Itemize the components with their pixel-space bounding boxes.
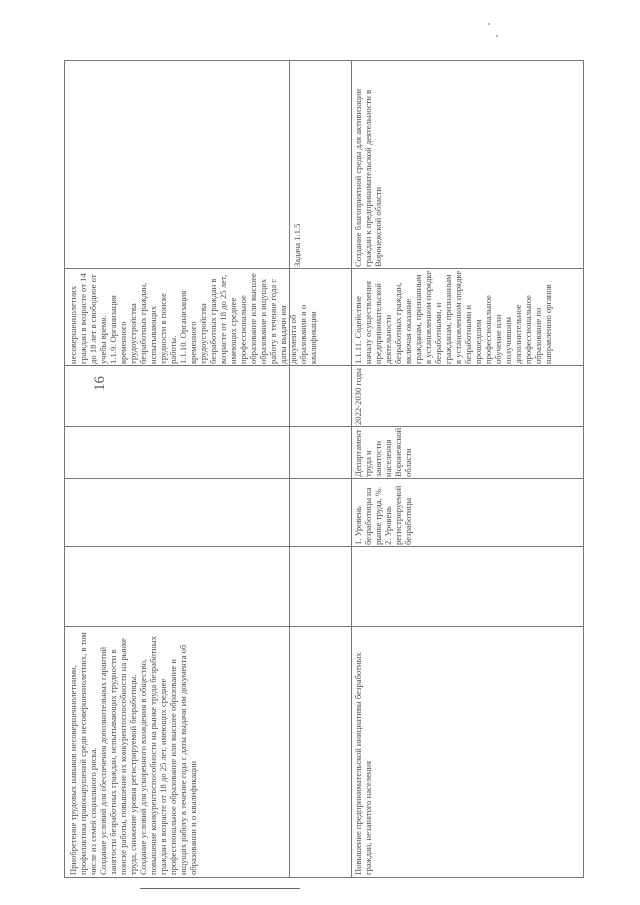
page-number: 16 (92, 376, 108, 391)
column-divider (64, 426, 584, 427)
row1-activity-text: несовершеннолетних граждан в возрасте от 14 до 18 лет в свободное от учебы время. 1.1.9. Организация временного трудоустройства безработных граждан, испытывающих трудности в поиске работы. 1.1.10. Организация временного трудоустройства безработных граждан в возрасте от 18 до 25 лет, имеющих среднее профессиональное образование или высшее образование и ищущих работу в течение года с даты выдачи им документа об образовании и о квалификации (68, 273, 318, 364)
row2-period-text: 2022-2030 годы (353, 368, 363, 425)
column-divider (64, 365, 584, 366)
row2-col5-cell (353, 428, 581, 477)
footnote-separator (140, 888, 300, 889)
table-border-bottom (64, 877, 584, 878)
scan-speck (488, 23, 490, 25)
row2-col1-cell (292, 62, 350, 267)
row2-col6-cell (353, 480, 581, 545)
row2-result-text: Повышение предпринимательской инициативы безработных граждан, незанятого населения (353, 652, 373, 875)
row1-col3-cell (68, 270, 318, 364)
table-border-left (64, 60, 65, 878)
row2-col2-cell (353, 62, 581, 267)
scan-speck (496, 35, 498, 37)
table-border-top (64, 60, 584, 61)
row1-result-text: Приобретение трудовых навыков несовершеннолетними, профилактика правонарушений среди несовершеннолетних, в том числе из семей социального риска. Создание условий для обеспечения дополнительных гарантий занятости безработных граждан, испытывающих трудности в поиске работы, повышение их конкурентоспособности на рынке труда, снижение уровня регистрируемой безработицы. Создание условий для ускоренного вхождения в общество, повышение конкурентоспособности на рынке труда безработных граждан в возрасте от 18 до 25 лет, имеющих среднее профессиональное образование или высшее образование и ищущих работу в течение года с даты выдачи им документа об образовании и о квалификации (68, 632, 198, 875)
row-divider (351, 60, 352, 878)
column-divider (64, 268, 584, 269)
column-divider (64, 626, 584, 627)
table-border-right (583, 60, 584, 878)
row2-executor-text: Департамент труда и занятости населения Воронежской области (353, 427, 413, 477)
row2-goal-text: Создание благоприятной среды для активизации граждан к предпринимательской деятельности в Воронежской области (353, 88, 383, 267)
row2-col3-cell (353, 270, 581, 364)
column-divider (64, 478, 584, 479)
row2-col7-cell (353, 628, 581, 875)
row1-col7-cell (68, 628, 287, 875)
row-divider (289, 60, 290, 878)
column-divider (64, 546, 584, 547)
row2-activity-text: 1.1.11. Содействие началу осуществления предпринимательской деятельности безработных граждан, включая оказание гражданам, признанным в установленном порядке безработными, и гражданам, признанным в установленном порядке безработными и прошедшим профессиональное обучение или получившим дополнительное профессиональное образование по направлению органов (353, 270, 553, 364)
rotated-table (64, 60, 584, 878)
row2-indicator-text: 1. Уровень безработицы на рынке труда, %. 2. Уровень регистрируемой безработицы (353, 485, 413, 545)
row2-task-label: Задача 1.1.5 (292, 223, 302, 267)
row2-col4-cell (353, 367, 581, 425)
